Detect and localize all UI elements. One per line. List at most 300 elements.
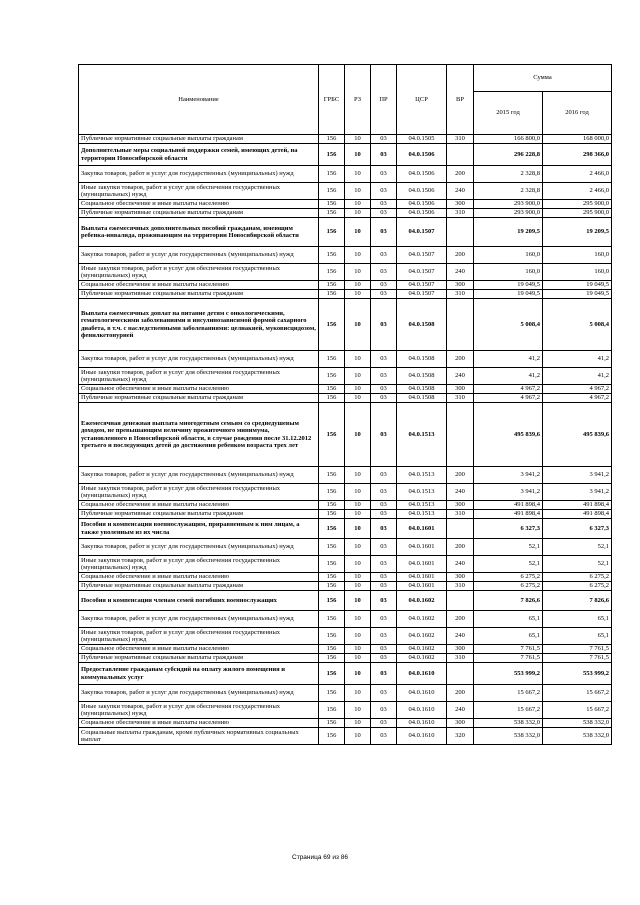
row-csr: 04.0.1602 [397,654,447,663]
row-sum-2015: 65,1 [474,611,543,628]
row-csr: 04.0.1507 [397,281,447,290]
row-sum-2015: 2 328,8 [474,183,543,200]
row-rz: 10 [345,519,371,539]
row-sum-2015: 6 275,2 [474,573,543,582]
row-csr: 04.0.1601 [397,556,447,573]
row-sum-2015: 5 008,4 [474,299,543,351]
row-rz: 10 [345,183,371,200]
row-name: Закупка товаров, работ и услуг для государственных (муниципальных) нужд [79,467,319,484]
table-row [79,403,612,467]
row-vr: 310 [447,654,474,663]
row-rz: 10 [345,144,371,166]
row-vr: 200 [447,467,474,484]
row-rz: 10 [345,281,371,290]
row-grbs: 156 [319,556,345,573]
row-rz: 10 [345,403,371,467]
row-name: Закупка товаров, работ и услуг для государственных (муниципальных) нужд [79,611,319,628]
row-pr: 03 [371,611,397,628]
row-rz: 10 [345,556,371,573]
row-vr [447,299,474,351]
row-name: Публичные нормативные социальные выплаты гражданам [79,209,319,218]
table-row [79,573,612,582]
row-rz: 10 [345,510,371,519]
row-name: Публичные нормативные социальные выплаты гражданам [79,510,319,519]
row-vr [447,519,474,539]
budget-table [78,64,612,745]
row-pr: 03 [371,719,397,728]
row-vr: 240 [447,183,474,200]
row-rz: 10 [345,702,371,719]
row-csr: 04.0.1610 [397,702,447,719]
row-pr: 03 [371,728,397,745]
table-row [79,663,612,685]
row-grbs: 156 [319,539,345,556]
row-grbs: 156 [319,385,345,394]
row-sum-2015: 41,2 [474,351,543,368]
row-name: Закупка товаров, работ и услуг для государственных (муниципальных) нужд [79,351,319,368]
row-sum-2015: 538 332,0 [474,728,543,745]
row-name: Иные закупки товаров, работ и услуг для обеспечения государственных (муниципальных) нужд [79,628,319,645]
table-row [79,484,612,501]
row-grbs: 156 [319,281,345,290]
row-pr: 03 [371,385,397,394]
row-name: Публичные нормативные социальные выплаты гражданам [79,394,319,403]
row-pr: 03 [371,209,397,218]
row-grbs: 156 [319,645,345,654]
row-csr: 04.0.1508 [397,351,447,368]
row-vr: 200 [447,166,474,183]
row-pr: 03 [371,290,397,299]
row-sum-2016: 2 466,0 [543,166,612,183]
row-vr [447,591,474,611]
row-sum-2015: 15 667,2 [474,685,543,702]
row-sum-2015: 3 941,2 [474,484,543,501]
row-rz: 10 [345,467,371,484]
row-rz: 10 [345,166,371,183]
table-row [79,645,612,654]
row-csr: 04.0.1508 [397,394,447,403]
row-name: Иные закупки товаров, работ и услуг для обеспечения государственных (муниципальных) нужд [79,484,319,501]
row-grbs: 156 [319,351,345,368]
table-row [79,385,612,394]
table-row [79,394,612,403]
row-grbs: 156 [319,290,345,299]
row-name: Социальное обеспечение и иные выплаты населению [79,501,319,510]
row-sum-2016: 7 826,6 [543,591,612,611]
row-csr: 04.0.1601 [397,519,447,539]
row-sum-2016: 295 900,0 [543,200,612,209]
row-sum-2015: 52,1 [474,556,543,573]
row-pr: 03 [371,183,397,200]
row-vr: 300 [447,645,474,654]
row-pr: 03 [371,582,397,591]
row-rz: 10 [345,573,371,582]
row-csr: 04.0.1601 [397,539,447,556]
table-row [79,702,612,719]
row-vr: 300 [447,573,474,582]
row-name: Закупка товаров, работ и услуг для государственных (муниципальных) нужд [79,539,319,556]
row-csr: 04.0.1610 [397,663,447,685]
row-rz: 10 [345,591,371,611]
row-pr: 03 [371,645,397,654]
row-grbs: 156 [319,299,345,351]
row-name: Социальное обеспечение и иные выплаты населению [79,719,319,728]
row-pr: 03 [371,247,397,264]
row-pr: 03 [371,467,397,484]
row-sum-2015: 491 898,4 [474,510,543,519]
row-name: Предоставление гражданам субсидий на оплату жилого помещения и коммунальных услуг [79,663,319,685]
row-name: Публичные нормативные социальные выплаты гражданам [79,654,319,663]
row-rz: 10 [345,484,371,501]
table-row [79,510,612,519]
table-body [79,135,612,745]
row-sum-2015: 19 049,5 [474,281,543,290]
row-sum-2016: 15 667,2 [543,685,612,702]
table-row [79,501,612,510]
row-vr [447,144,474,166]
row-sum-2016: 41,2 [543,351,612,368]
row-csr: 04.0.1602 [397,645,447,654]
row-name: Закупка товаров, работ и услуг для государственных (муниципальных) нужд [79,247,319,264]
row-sum-2015: 495 839,6 [474,403,543,467]
row-csr: 04.0.1601 [397,582,447,591]
row-sum-2015: 553 999,2 [474,663,543,685]
row-grbs: 156 [319,519,345,539]
row-csr: 04.0.1507 [397,218,447,247]
row-name: Выплата ежемесячных дополнительных пособий гражданам, имеющим ребенка-инвалида, проживающим на территории Новосибирской области [79,218,319,247]
row-sum-2016: 295 900,0 [543,209,612,218]
row-rz: 10 [345,719,371,728]
row-sum-2016: 553 999,2 [543,663,612,685]
row-pr: 03 [371,573,397,582]
row-rz: 10 [345,501,371,510]
table-row [79,209,612,218]
row-csr: 04.0.1506 [397,144,447,166]
row-name: Иные закупки товаров, работ и услуг для обеспечения государственных (муниципальных) нужд [79,183,319,200]
table-row [79,135,612,144]
header-pr: ПР [371,65,397,135]
row-pr: 03 [371,654,397,663]
row-name: Публичные нормативные социальные выплаты гражданам [79,290,319,299]
row-vr: 310 [447,582,474,591]
row-sum-2015: 166 800,0 [474,135,543,144]
row-grbs: 156 [319,144,345,166]
row-rz: 10 [345,368,371,385]
row-sum-2015: 7 826,6 [474,591,543,611]
row-sum-2016: 538 332,0 [543,728,612,745]
row-pr: 03 [371,628,397,645]
row-grbs: 156 [319,218,345,247]
row-name: Социальное обеспечение и иные выплаты населению [79,281,319,290]
row-csr: 04.0.1506 [397,166,447,183]
row-grbs: 156 [319,135,345,144]
row-sum-2016: 6 327,3 [543,519,612,539]
row-pr: 03 [371,702,397,719]
row-vr: 300 [447,385,474,394]
row-pr: 03 [371,264,397,281]
row-rz: 10 [345,685,371,702]
table-row [79,247,612,264]
row-vr: 200 [447,247,474,264]
row-pr: 03 [371,200,397,209]
row-sum-2015: 3 941,2 [474,467,543,484]
table-row [79,539,612,556]
table-row [79,582,612,591]
row-csr: 04.0.1506 [397,183,447,200]
row-grbs: 156 [319,368,345,385]
table-row [79,144,612,166]
row-csr: 04.0.1602 [397,611,447,628]
row-name: Ежемесячная денежная выплата многодетным семьям со среднедушевым доходом, не превышающим величину прожиточного минимума, установленного в Новосибирской области, в случае рождения после 31.12.2012 третьего и последующих детей до достижения ребенком возраста трех лет [79,403,319,467]
row-grbs: 156 [319,628,345,645]
row-pr: 03 [371,299,397,351]
row-pr: 03 [371,351,397,368]
row-sum-2015: 41,2 [474,368,543,385]
row-grbs: 156 [319,467,345,484]
row-sum-2016: 495 839,6 [543,403,612,467]
row-rz: 10 [345,654,371,663]
row-vr: 310 [447,290,474,299]
row-sum-2015: 538 332,0 [474,719,543,728]
row-sum-2015: 160,0 [474,247,543,264]
row-pr: 03 [371,556,397,573]
row-csr: 04.0.1610 [397,685,447,702]
table-row [79,200,612,209]
row-name: Социальное обеспечение и иные выплаты населению [79,645,319,654]
header-year-2015: 2015 год [474,92,543,135]
row-csr: 04.0.1602 [397,628,447,645]
row-sum-2015: 15 667,2 [474,702,543,719]
row-sum-2015: 7 761,5 [474,645,543,654]
row-rz: 10 [345,200,371,209]
row-rz: 10 [345,264,371,281]
row-grbs: 156 [319,719,345,728]
table-row [79,654,612,663]
row-vr: 310 [447,394,474,403]
row-rz: 10 [345,299,371,351]
row-sum-2015: 4 967,2 [474,394,543,403]
row-rz: 10 [345,728,371,745]
row-grbs: 156 [319,183,345,200]
row-sum-2016: 538 332,0 [543,719,612,728]
row-rz: 10 [345,135,371,144]
row-vr: 200 [447,539,474,556]
row-pr: 03 [371,685,397,702]
row-vr: 240 [447,702,474,719]
row-grbs: 156 [319,247,345,264]
row-sum-2015: 296 228,8 [474,144,543,166]
row-vr: 240 [447,628,474,645]
row-pr: 03 [371,218,397,247]
row-pr: 03 [371,135,397,144]
row-grbs: 156 [319,685,345,702]
row-csr: 04.0.1513 [397,501,447,510]
row-grbs: 156 [319,591,345,611]
row-name: Пособия и компенсации военнослужащим, приравненным к ним лицам, а также уволенным из их числа [79,519,319,539]
row-name: Иные закупки товаров, работ и услуг для обеспечения государственных (муниципальных) нужд [79,264,319,281]
row-grbs: 156 [319,166,345,183]
row-vr: 310 [447,510,474,519]
row-grbs: 156 [319,394,345,403]
row-name: Дополнительные меры социальной поддержки семей, имеющих детей, на территории Новосибирской области [79,144,319,166]
row-vr: 310 [447,209,474,218]
row-sum-2016: 4 967,2 [543,385,612,394]
row-vr: 310 [447,135,474,144]
row-name: Публичные нормативные социальные выплаты гражданам [79,135,319,144]
row-sum-2016: 19 049,5 [543,281,612,290]
row-pr: 03 [371,394,397,403]
row-sum-2016: 15 667,2 [543,702,612,719]
row-pr: 03 [371,281,397,290]
row-grbs: 156 [319,200,345,209]
row-rz: 10 [345,209,371,218]
table-row [79,264,612,281]
row-sum-2016: 52,1 [543,539,612,556]
row-vr: 240 [447,264,474,281]
row-vr: 200 [447,351,474,368]
header-name: Наименование [79,65,319,135]
row-csr: 04.0.1513 [397,467,447,484]
table-row [79,467,612,484]
row-vr: 300 [447,501,474,510]
row-sum-2016: 19 209,5 [543,218,612,247]
table-row [79,591,612,611]
row-rz: 10 [345,394,371,403]
table-row [79,290,612,299]
row-vr: 200 [447,685,474,702]
row-sum-2015: 52,1 [474,539,543,556]
row-rz: 10 [345,628,371,645]
row-name: Закупка товаров, работ и услуг для государственных (муниципальных) нужд [79,166,319,183]
row-vr: 240 [447,368,474,385]
table-row [79,281,612,290]
row-pr: 03 [371,484,397,501]
row-sum-2016: 160,0 [543,247,612,264]
row-grbs: 156 [319,611,345,628]
row-name: Социальное обеспечение и иные выплаты населению [79,385,319,394]
row-sum-2015: 19 049,5 [474,290,543,299]
row-pr: 03 [371,510,397,519]
row-pr: 03 [371,539,397,556]
row-sum-2015: 65,1 [474,628,543,645]
row-sum-2016: 298 366,0 [543,144,612,166]
row-grbs: 156 [319,484,345,501]
table-row [79,183,612,200]
row-rz: 10 [345,611,371,628]
row-grbs: 156 [319,501,345,510]
row-grbs: 156 [319,582,345,591]
table-row [79,611,612,628]
header-sum: Сумма [474,65,612,92]
row-sum-2016: 7 761,5 [543,654,612,663]
row-csr: 04.0.1513 [397,510,447,519]
row-name: Социальное обеспечение и иные выплаты населению [79,573,319,582]
row-vr: 200 [447,611,474,628]
row-sum-2015: 491 898,4 [474,501,543,510]
row-rz: 10 [345,539,371,556]
row-vr [447,663,474,685]
row-sum-2016: 3 941,2 [543,484,612,501]
row-sum-2016: 65,1 [543,628,612,645]
row-pr: 03 [371,368,397,385]
page-number: Страница 69 из 86 [292,854,348,861]
row-rz: 10 [345,218,371,247]
row-csr: 04.0.1507 [397,264,447,281]
row-vr [447,403,474,467]
row-rz: 10 [345,351,371,368]
row-csr: 04.0.1506 [397,209,447,218]
row-sum-2016: 52,1 [543,556,612,573]
row-pr: 03 [371,144,397,166]
row-vr: 300 [447,200,474,209]
row-rz: 10 [345,290,371,299]
table-row [79,685,612,702]
row-sum-2015: 293 900,0 [474,209,543,218]
row-grbs: 156 [319,510,345,519]
row-csr: 04.0.1508 [397,385,447,394]
row-grbs: 156 [319,663,345,685]
row-csr: 04.0.1513 [397,484,447,501]
row-csr: 04.0.1507 [397,290,447,299]
header-rz: РЗ [345,65,371,135]
row-grbs: 156 [319,403,345,467]
table-row [79,628,612,645]
table-row [79,556,612,573]
row-sum-2016: 6 275,2 [543,573,612,582]
row-name: Выплата ежемесячных доплат на питание детям с онкологическими, гематологическими заболеваниями и инсулинозависимой формой сахарного диабета, в т.ч. с наследственными заболеваниями: целиакией, муковисцидозом, фенилкетонурией [79,299,319,351]
row-csr: 04.0.1513 [397,403,447,467]
row-csr: 04.0.1610 [397,728,447,745]
row-sum-2015: 6 275,2 [474,582,543,591]
header-grbs: ГРБС [319,65,345,135]
row-sum-2016: 4 967,2 [543,394,612,403]
row-pr: 03 [371,501,397,510]
table-row [79,299,612,351]
row-sum-2016: 19 049,5 [543,290,612,299]
row-csr: 04.0.1506 [397,200,447,209]
table-row [79,166,612,183]
row-grbs: 156 [319,702,345,719]
row-name: Социальное обеспечение и иные выплаты населению [79,200,319,209]
row-sum-2015: 19 209,5 [474,218,543,247]
row-name: Пособия и компенсации членам семей погибших военнослужащих [79,591,319,611]
row-csr: 04.0.1505 [397,135,447,144]
row-name: Иные закупки товаров, работ и услуг для обеспечения государственных (муниципальных) нужд [79,702,319,719]
row-grbs: 156 [319,209,345,218]
row-name: Социальные выплаты гражданам, кроме публичных нормативных социальных выплат [79,728,319,745]
table-row [79,719,612,728]
row-sum-2016: 65,1 [543,611,612,628]
row-sum-2016: 6 275,2 [543,582,612,591]
row-csr: 04.0.1508 [397,299,447,351]
row-sum-2016: 41,2 [543,368,612,385]
row-sum-2015: 2 328,8 [474,166,543,183]
header-year-2016: 2016 год [543,92,612,135]
row-rz: 10 [345,385,371,394]
row-sum-2016: 5 008,4 [543,299,612,351]
table-row [79,218,612,247]
row-pr: 03 [371,663,397,685]
row-csr: 04.0.1507 [397,247,447,264]
row-name: Закупка товаров, работ и услуг для государственных (муниципальных) нужд [79,685,319,702]
row-vr [447,218,474,247]
row-sum-2015: 7 761,5 [474,654,543,663]
row-sum-2016: 491 898,4 [543,510,612,519]
row-grbs: 156 [319,264,345,281]
table-row [79,519,612,539]
row-sum-2015: 293 900,0 [474,200,543,209]
row-rz: 10 [345,663,371,685]
